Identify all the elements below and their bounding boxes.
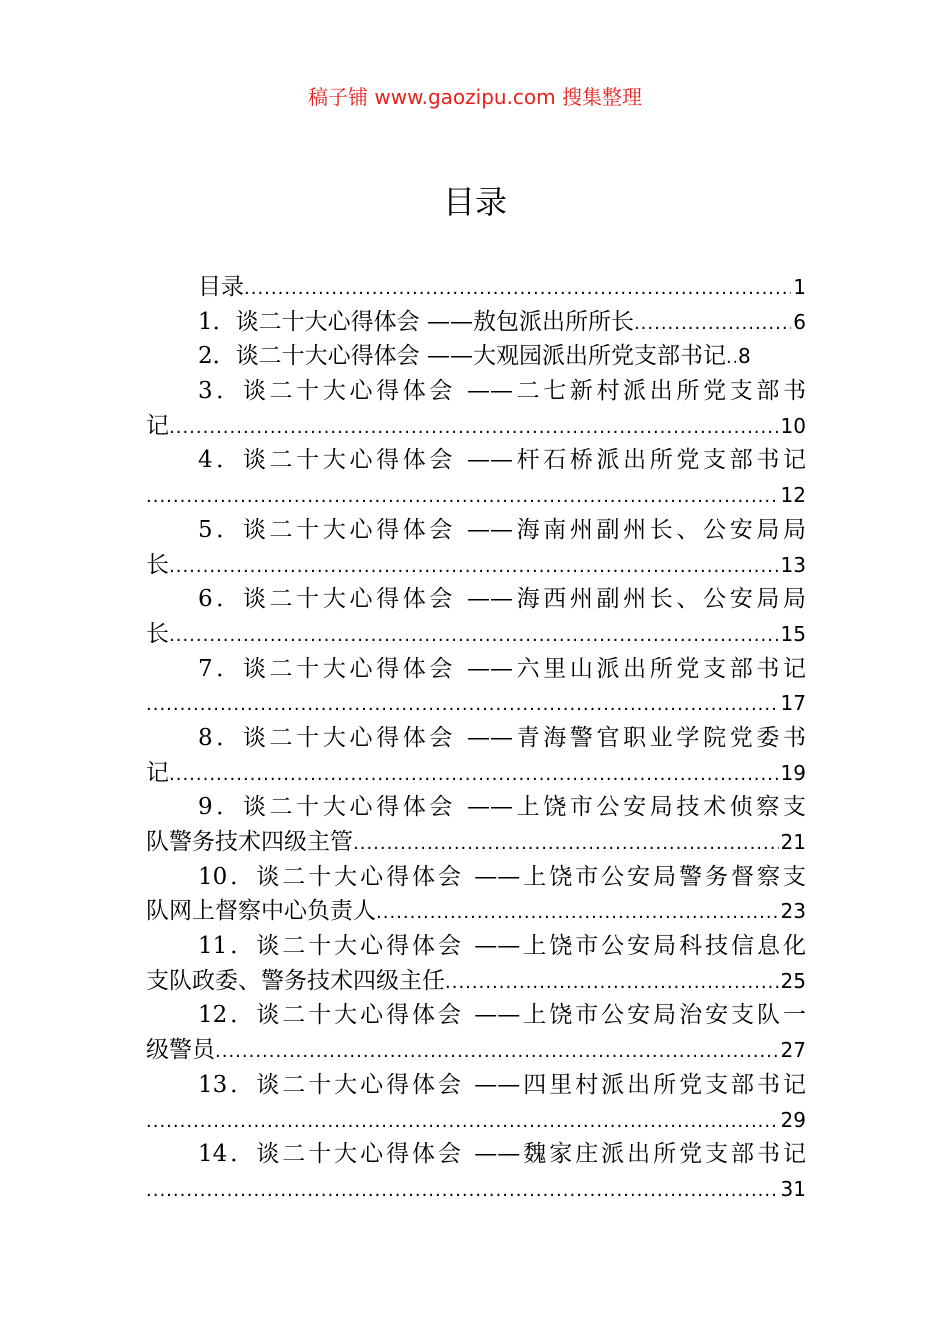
toc-entry-text: 11．谈二十大心得体会 ——上饶市公安局科技信息化 xyxy=(198,933,806,960)
toc-leader-dots xyxy=(634,307,791,340)
toc-entry-text: 目录 xyxy=(198,274,244,300)
toc-entry-text-continued: 级警员 xyxy=(146,1037,215,1064)
page-header-watermark: 稿子铺 www.gaozipu.com 搜集整理 xyxy=(308,85,642,109)
toc-page-number: 17 xyxy=(780,691,806,716)
toc-entry[interactable] xyxy=(146,860,806,929)
toc-entry-text-continued: 记 xyxy=(146,412,169,439)
toc-leader-dots xyxy=(169,411,779,444)
toc-page-number: 6 xyxy=(793,309,806,334)
toc-page-number: 23 xyxy=(780,899,806,924)
toc-leader-dots xyxy=(146,480,779,513)
toc-leader-dots xyxy=(215,1035,779,1068)
toc-leader-dots xyxy=(353,827,779,860)
table-of-contents xyxy=(146,270,806,1207)
toc-leader-dots xyxy=(726,341,736,374)
toc-entry-text: 5．谈二十大心得体会 ——海南州副州长、公安局局 xyxy=(198,516,806,543)
toc-page-number: 31 xyxy=(780,1176,806,1201)
toc-entry-text-continued: 记 xyxy=(146,759,169,786)
toc-page-number: 8 xyxy=(737,344,751,369)
toc-entry[interactable] xyxy=(146,790,806,859)
toc-page-number: 15 xyxy=(780,621,806,646)
toc-entry-text-continued: 队网上督察中心负责人 xyxy=(146,898,376,925)
toc-entry[interactable] xyxy=(146,513,806,582)
toc-page-number: 29 xyxy=(780,1107,806,1132)
toc-leader-dots xyxy=(376,896,779,929)
toc-entry-text: 10．谈二十大心得体会 ——上饶市公安局警务督察支 xyxy=(198,863,806,890)
toc-entry-text: 4．谈二十大心得体会 ——杆石桥派出所党支部书记 xyxy=(198,447,806,474)
toc-entry[interactable] xyxy=(146,652,806,721)
toc-page-number: 1 xyxy=(793,275,806,299)
toc-leader-dots xyxy=(169,758,779,791)
toc-entry-text: 12．谈二十大心得体会 ——上饶市公安局治安支队一 xyxy=(198,1002,806,1029)
toc-entry-text-continued: 长 xyxy=(146,620,169,647)
toc-entry[interactable] xyxy=(146,1068,806,1137)
toc-entry-text: 3．谈二十大心得体会 ——二七新村派出所党支部书 xyxy=(198,378,806,405)
toc-entry[interactable] xyxy=(146,582,806,651)
toc-entry-text: 8．谈二十大心得体会 ——青海警官职业学院党委书 xyxy=(198,724,806,751)
toc-entry-text: 9．谈二十大心得体会 ——上饶市公安局技术侦察支 xyxy=(198,794,806,821)
toc-leader-dots xyxy=(169,550,779,583)
toc-leader-dots xyxy=(445,966,779,999)
toc-leader-dots xyxy=(146,688,779,721)
toc-entry-text: 13．谈二十大心得体会 ——四里村派出所党支部书记 xyxy=(198,1071,806,1098)
toc-entry-text-continued: 支队政委、警务技术四级主任 xyxy=(146,967,445,994)
toc-leader-dots xyxy=(146,1105,779,1138)
toc-page-number: 21 xyxy=(780,830,806,854)
toc-leader-dots xyxy=(146,1174,779,1207)
toc-leader-dots xyxy=(169,619,779,652)
toc-entry-text: 6．谈二十大心得体会 ——海西州副州长、公安局局 xyxy=(198,586,806,613)
toc-page-number: 12 xyxy=(780,483,806,508)
toc-page-number: 27 xyxy=(780,1038,806,1063)
toc-entry-text: 2．谈二十大心得体会 ——大观园派出所党支部书记 xyxy=(198,343,726,370)
toc-entry-text: 14．谈二十大心得体会 ——魏家庄派出所党支部书记 xyxy=(198,1141,806,1168)
toc-page-number: 25 xyxy=(780,968,806,993)
toc-page-number: 19 xyxy=(780,760,806,785)
toc-entry-text: 7．谈二十大心得体会 ——六里山派出所党支部书记 xyxy=(198,655,806,682)
toc-entry[interactable] xyxy=(146,721,806,790)
toc-entry[interactable] xyxy=(146,339,806,374)
toc-entry[interactable] xyxy=(146,374,806,443)
toc-entry-text: 1．谈二十大心得体会 ——敖包派出所所长 xyxy=(198,308,634,335)
toc-entry[interactable] xyxy=(146,443,806,512)
toc-page-number: 13 xyxy=(780,552,806,577)
toc-entry[interactable] xyxy=(146,305,806,340)
page-title: 目录 xyxy=(442,183,507,221)
toc-leader-dots xyxy=(244,272,791,305)
toc-entry[interactable] xyxy=(146,929,806,998)
toc-entry[interactable] xyxy=(146,270,806,305)
toc-page-number: 10 xyxy=(780,413,806,438)
toc-entry-text-continued: 长 xyxy=(146,551,169,578)
toc-entry[interactable] xyxy=(146,998,806,1067)
toc-entry[interactable] xyxy=(146,1137,806,1206)
toc-entry-text-continued: 队警务技术四级主管 xyxy=(146,829,353,855)
